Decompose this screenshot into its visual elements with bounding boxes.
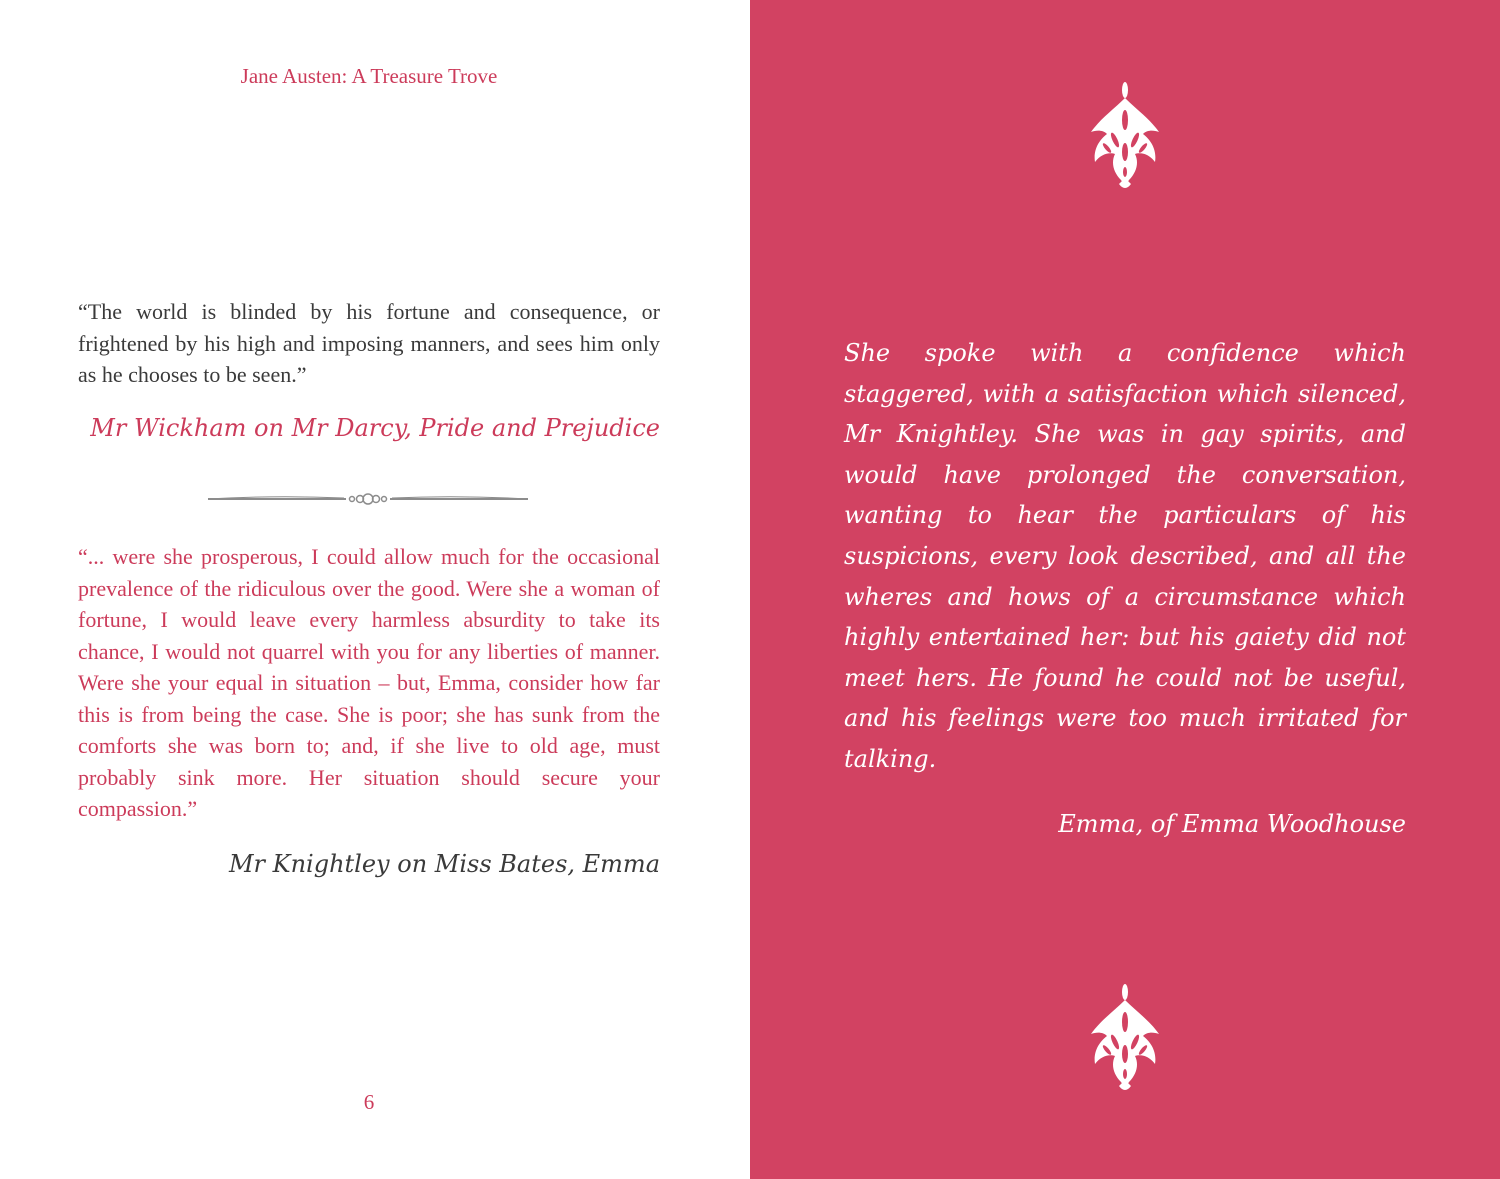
attribution-knightley: Mr Knightley on Miss Bates, Emma <box>228 850 660 878</box>
damask-ornament-icon <box>1083 982 1167 1096</box>
page-number: 6 <box>363 1090 375 1114</box>
attribution-wickham: Mr Wickham on Mr Darcy, Pride and Prejudice <box>90 414 660 442</box>
right-page <box>750 0 1500 1179</box>
emma-passage: She spoke with a confidence which staggered, with a satisfaction which silenced, Mr Knightley. She was in gay spirits, and would have prolonged the conversation, wanting to hear the particulars of his suspicions, every look described, and all the wheres and hows of a circumstance which highly entertained her: but his gaiety did not meet hers. He found he could not be useful, and his feelings were too much irritated for talking. <box>844 339 1406 773</box>
quote-wickham: “The world is blinded by his fortune and consequence, or frightened by his high and imposing manners, and sees him only as he chooses to be seen.” <box>78 299 660 387</box>
scroll-divider-icon <box>206 490 530 508</box>
passage-attribution: Emma, of Emma Woodhouse <box>1058 810 1406 838</box>
quote-knightley: “... were she prosperous, I could allow much for the occasional prevalence of the ridiculous over the good. Were she a woman of fortune, I would leave every harmless absurdity to take its chance, I would not quarrel with you for any liberties of manner. Were she your equal in situation – but, Emma, consider how far this is from being the case. She is poor; she has sunk from the comforts she was born to; and, if she live to old age, must probably sink more. Her situation should secure your compassion.” <box>78 544 660 821</box>
damask-ornament-icon <box>1083 80 1167 194</box>
running-head: Jane Austen: A Treasure Trove <box>240 64 498 88</box>
